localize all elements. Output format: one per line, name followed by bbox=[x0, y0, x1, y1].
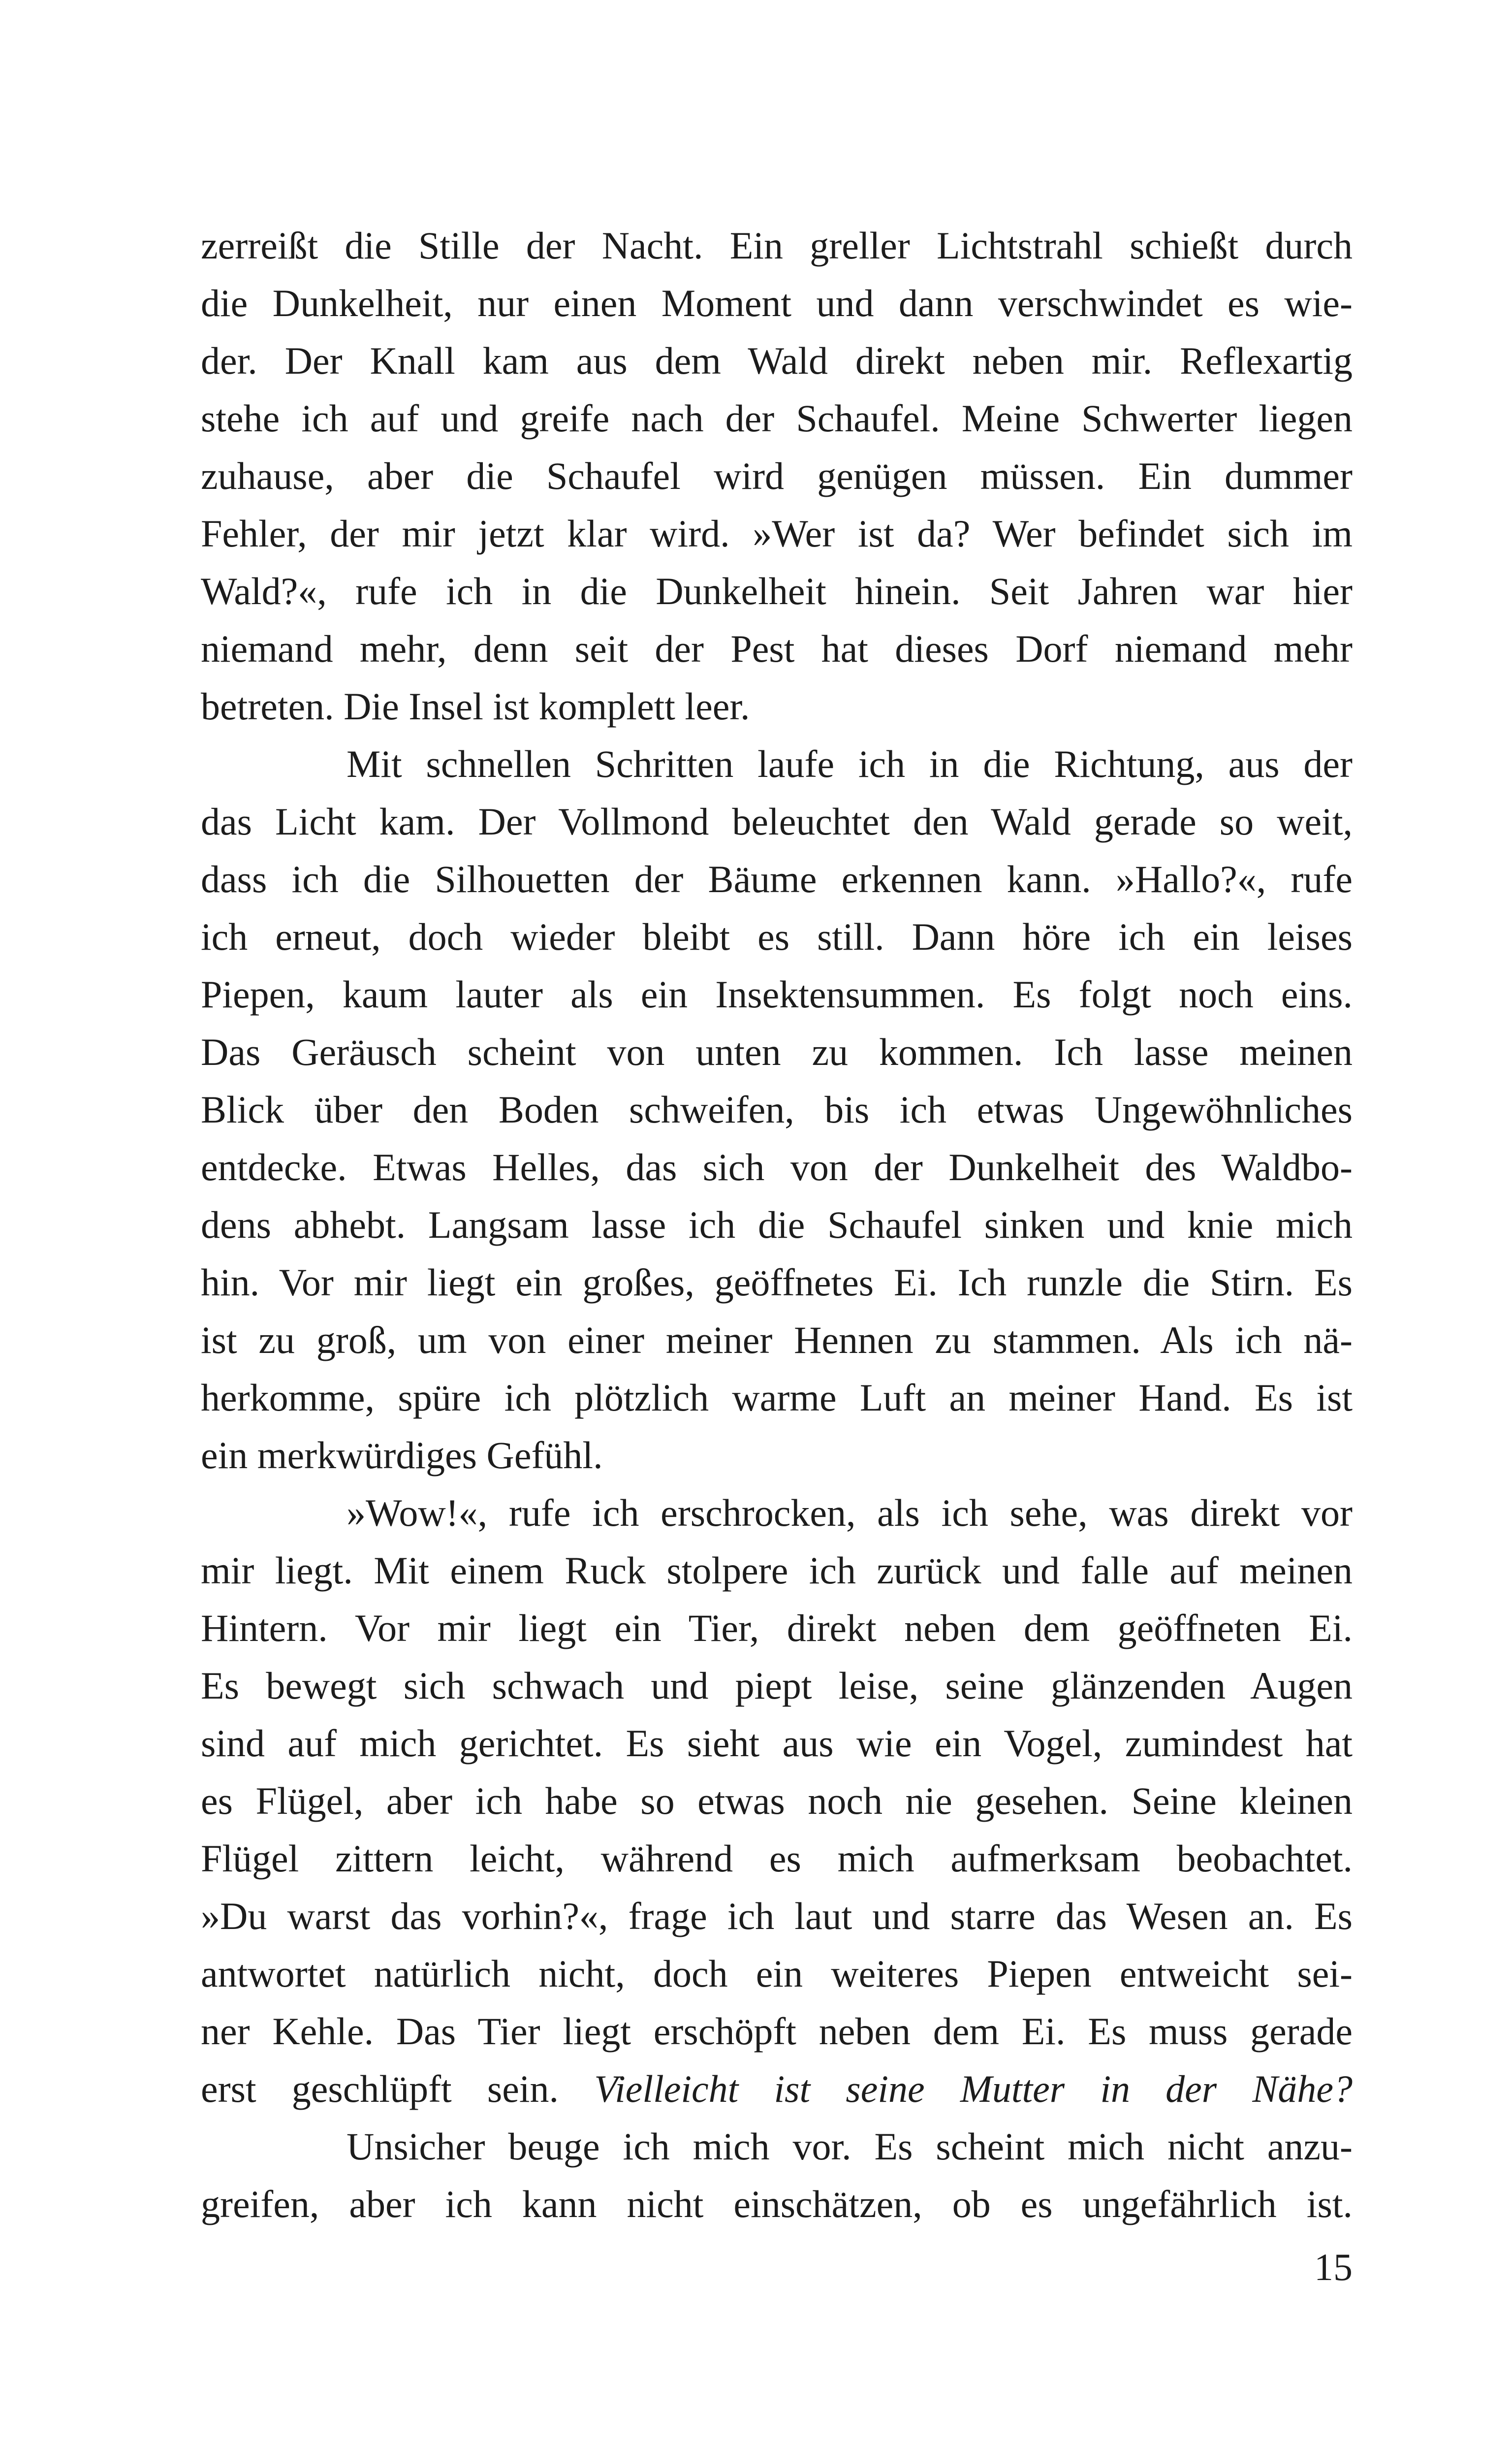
paragraph-3 bbox=[201, 1484, 1353, 2118]
text-line: der. Der Knall kam aus dem Wald direkt neben mir. Reflexartig bbox=[201, 339, 1353, 382]
text-line: Mit schnellen Schritten laufe ich in die Richtung, aus der bbox=[346, 742, 1353, 785]
text-line: mir liegt. Mit einem Ruck stolpere ich zurück und falle auf meinen bbox=[201, 1549, 1353, 1592]
paragraph-2 bbox=[201, 735, 1353, 1484]
text-line: Hintern. Vor mir liegt ein Tier, direkt neben dem geöffneten Ei. bbox=[201, 1607, 1353, 1649]
text-line: ner Kehle. Das Tier liegt erschöpft neben dem Ei. Es muss gerade bbox=[201, 2010, 1353, 2053]
text-line: sind auf mich gerichtet. Es sieht aus wie ein Vogel, zumindest hat bbox=[201, 1722, 1353, 1765]
text-line: entdecke. Etwas Helles, das sich von der Dunkelheit des Waldbo- bbox=[201, 1146, 1353, 1189]
text-line: das Licht kam. Der Vollmond beleuchtet den Wald gerade so weit, bbox=[201, 800, 1353, 843]
text-line: es Flügel, aber ich habe so etwas noch nie gesehen. Seine kleinen bbox=[201, 1779, 1353, 1822]
text-line: die Dunkelheit, nur einen Moment und dann verschwindet es wie- bbox=[201, 282, 1353, 324]
text-line: niemand mehr, denn seit der Pest hat dieses Dorf niemand mehr bbox=[201, 627, 1353, 670]
text-line: Blick über den Boden schweifen, bis ich etwas Ungewöhnliches bbox=[201, 1088, 1353, 1131]
text-line: betreten. Die Insel ist komplett leer. bbox=[201, 685, 750, 728]
text-line: herkomme, spüre ich plötzlich warme Luft an meiner Hand. Es ist bbox=[201, 1376, 1353, 1419]
text-line: ist zu groß, um von einer meiner Hennen zu stammen. Als ich nä- bbox=[201, 1318, 1353, 1361]
text-plain: erst geschlüpft sein. bbox=[201, 2067, 595, 2110]
text-line: dass ich die Silhouetten der Bäume erkennen kann. »Hallo?«, rufe bbox=[201, 858, 1353, 900]
text-line: »Du warst das vorhin?«, frage ich laut und starre das Wesen an. Es bbox=[201, 1895, 1353, 1937]
text-line: »Wow!«, rufe ich erschrocken, als ich sehe, was direkt vor bbox=[346, 1491, 1353, 1534]
text-line: stehe ich auf und greife nach der Schaufel. Meine Schwerter liegen bbox=[201, 397, 1353, 440]
text-line: ein merkwürdiges Gefühl. bbox=[201, 1434, 603, 1477]
text-line: ich erneut, doch wieder bleibt es still. Dann höre ich ein leises bbox=[201, 915, 1353, 958]
text-line: Flügel zittern leicht, während es mich aufmerksam beobachtet. bbox=[201, 1837, 1353, 1880]
text-line: hin. Vor mir liegt ein großes, geöffnetes Ei. Ich runzle die Stirn. Es bbox=[201, 1261, 1353, 1304]
text-line: zerreißt die Stille der Nacht. Ein greller Lichtstrahl schießt durch bbox=[201, 224, 1353, 267]
text-line: Es bewegt sich schwach und piept leise, seine glänzenden Augen bbox=[201, 1664, 1353, 1707]
paragraph-4 bbox=[201, 2118, 1353, 2233]
text-line: antwortet natürlich nicht, doch ein weiteres Piepen entweicht sei- bbox=[201, 1952, 1353, 1995]
text-line: dens abhebt. Langsam lasse ich die Schaufel sinken und knie mich bbox=[201, 1203, 1353, 1246]
text-italic: Vielleicht ist seine Mutter in der Nähe? bbox=[594, 2067, 1353, 2110]
text-line: Wald?«, rufe ich in die Dunkelheit hinein. Seit Jahren war hier bbox=[201, 570, 1353, 612]
paragraph-1 bbox=[201, 217, 1353, 735]
body-text bbox=[201, 217, 1353, 2233]
text-line-mixed bbox=[201, 2060, 1353, 2118]
text-line: greifen, aber ich kann nicht einschätzen, ob es ungefährlich ist. bbox=[201, 2183, 1353, 2225]
text-line: Piepen, kaum lauter als ein Insektensummen. Es folgt noch eins. bbox=[201, 973, 1353, 1016]
text-line: Das Geräusch scheint von unten zu kommen. Ich lasse meinen bbox=[201, 1030, 1353, 1073]
text-line: Fehler, der mir jetzt klar wird. »Wer ist da? Wer befindet sich im bbox=[201, 512, 1353, 555]
text-line: Unsicher beuge ich mich vor. Es scheint mich nicht anzu- bbox=[346, 2125, 1353, 2168]
page-number: 15 bbox=[1314, 2246, 1353, 2288]
text-line: zuhause, aber die Schaufel wird genügen müssen. Ein dummer bbox=[201, 454, 1353, 497]
